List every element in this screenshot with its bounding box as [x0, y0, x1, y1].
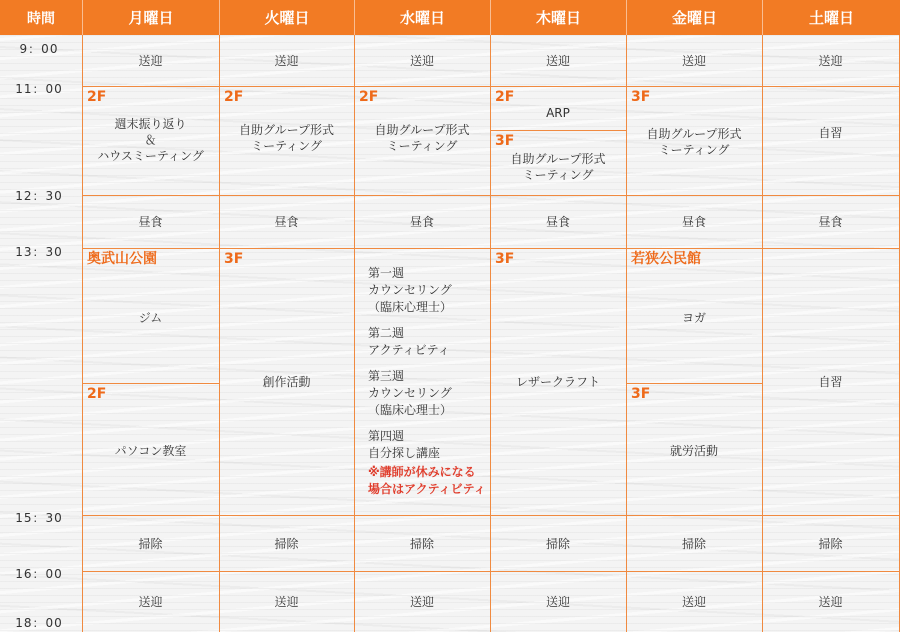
session-line: 自助グループ形式 — [646, 127, 742, 141]
week-title: 第三週 — [368, 369, 405, 383]
floor-tag: 3F — [495, 251, 515, 267]
cell-afternoon-saturday: 自習 — [818, 375, 843, 389]
week-line: カウンセリング — [368, 283, 452, 297]
grid-line-h-split-thursday — [490, 130, 626, 131]
header-friday: 金曜日 — [626, 0, 762, 35]
cell-cleaning-tuesday: 掃除 — [274, 537, 299, 551]
cell-lunch-wednesday: 昼食 — [409, 215, 434, 229]
cell-morning-monday — [82, 108, 219, 172]
cell-morning-thursday-meeting — [490, 150, 626, 184]
header-thursday: 木曜日 — [490, 0, 626, 35]
schedule-header — [0, 0, 900, 35]
week-title: 第一週 — [368, 266, 405, 280]
cell-pickup-saturday: 送迎 — [818, 53, 843, 68]
cell-lunch-thursday: 昼食 — [545, 215, 570, 229]
week-title: 第四週 — [368, 429, 405, 443]
location-tag: 若狭公民館 — [631, 251, 701, 267]
location-tag: 奥武山公園 — [87, 251, 157, 267]
floor-tag: 2F — [495, 89, 515, 105]
floor-tag: 3F — [631, 386, 651, 402]
cell-morning-wednesday — [354, 118, 490, 158]
week-line: 自分探し講座 — [368, 446, 441, 460]
week-line: （臨床心理士） — [368, 300, 453, 314]
time-label: 15：30 — [15, 511, 63, 525]
floor-tag: 3F — [495, 133, 515, 149]
cell-lunch-tuesday: 昼食 — [274, 215, 299, 229]
session-line: ミーティング — [251, 139, 322, 153]
week-line: （臨床心理士） — [368, 403, 453, 417]
cell-afternoon-thursday: レザークラフト — [515, 375, 600, 389]
cell-cleaning-wednesday: 掃除 — [409, 537, 434, 551]
cell-pickup-evening-tuesday: 送迎 — [274, 595, 299, 609]
session-line: ミーティング — [386, 139, 458, 153]
floor-tag: 2F — [359, 89, 379, 105]
time-label: 12：30 — [15, 189, 63, 203]
floor-tag: 2F — [87, 386, 107, 402]
time-label: 11：00 — [15, 82, 63, 96]
floor-tag: 2F — [87, 89, 107, 105]
session-line: 自助グループ形式 — [238, 123, 335, 137]
time-label: 13：30 — [15, 245, 63, 259]
cell-pickup-thursday: 送迎 — [545, 53, 570, 68]
instructor-note: 場合はアクティビティ — [368, 482, 486, 496]
session-line: ミーティング — [522, 168, 594, 182]
header-saturday: 土曜日 — [762, 0, 900, 35]
cell-afternoon-monday-pc: パソコン教室 — [114, 444, 187, 458]
cell-afternoon-tuesday: 創作活動 — [262, 375, 311, 389]
week-title: 第二週 — [368, 326, 405, 340]
cell-pickup-tuesday: 送迎 — [274, 53, 299, 68]
time-label: 9：00 — [19, 42, 59, 56]
cell-pickup-evening-friday: 送迎 — [681, 595, 706, 609]
time-label: 18：00 — [15, 616, 63, 630]
session-line: 自助グループ形式 — [374, 123, 470, 137]
cell-lunch-saturday: 昼食 — [818, 215, 843, 229]
floor-tag: 3F — [224, 251, 244, 267]
week-line: アクティビティ — [368, 343, 450, 357]
cell-lunch-monday: 昼食 — [138, 215, 163, 229]
cell-lunch-friday: 昼食 — [681, 215, 706, 229]
cell-morning-thursday-arp: ARP — [546, 106, 570, 120]
week-block-3 — [368, 368, 488, 419]
session-line: 週末振り返り — [114, 117, 187, 131]
cell-pickup-friday: 送迎 — [681, 53, 706, 68]
cell-pickup-evening-saturday: 送迎 — [818, 595, 843, 609]
cell-pickup-monday: 送迎 — [138, 53, 163, 68]
cell-cleaning-monday: 掃除 — [138, 537, 163, 551]
cell-morning-friday — [626, 124, 762, 160]
header-tuesday: 火曜日 — [219, 0, 354, 35]
header-monday: 月曜日 — [82, 0, 219, 35]
cell-morning-tuesday — [219, 118, 354, 158]
week-block-4 — [368, 428, 488, 462]
cell-cleaning-saturday: 掃除 — [818, 537, 843, 551]
floor-tag: 2F — [224, 89, 244, 105]
floor-tag: 3F — [631, 89, 651, 105]
header-time: 時間 — [27, 10, 55, 27]
grid-line-h-split-friday — [626, 383, 762, 384]
cell-cleaning-thursday: 掃除 — [545, 537, 570, 551]
week-block-2 — [368, 325, 488, 359]
cell-pickup-evening-monday: 送迎 — [138, 595, 163, 609]
instructor-note: ※講師が休みになる — [368, 465, 476, 479]
cell-afternoon-wednesday — [368, 265, 488, 498]
cell-pickup-evening-wednesday: 送迎 — [409, 595, 434, 609]
cell-morning-saturday: 自習 — [818, 126, 843, 140]
session-line: ハウスミーティング — [97, 149, 204, 163]
week-block-1 — [368, 265, 488, 316]
time-label: 16：00 — [15, 567, 63, 581]
session-line: 自助グループ形式 — [510, 152, 606, 166]
cell-afternoon-friday-work: 就労活動 — [669, 444, 718, 458]
cell-afternoon-friday-yoga: ヨガ — [681, 311, 706, 325]
week-line: カウンセリング — [368, 386, 452, 400]
session-line: ＆ — [144, 133, 157, 147]
cell-cleaning-friday: 掃除 — [681, 537, 706, 551]
grid-line-h-split-monday — [82, 383, 219, 384]
cell-pickup-wednesday: 送迎 — [409, 53, 434, 68]
cell-pickup-evening-thursday: 送迎 — [545, 595, 570, 609]
session-line: ミーティング — [658, 143, 730, 157]
header-wednesday: 水曜日 — [354, 0, 490, 35]
cell-afternoon-monday-gym: ジム — [138, 311, 163, 325]
